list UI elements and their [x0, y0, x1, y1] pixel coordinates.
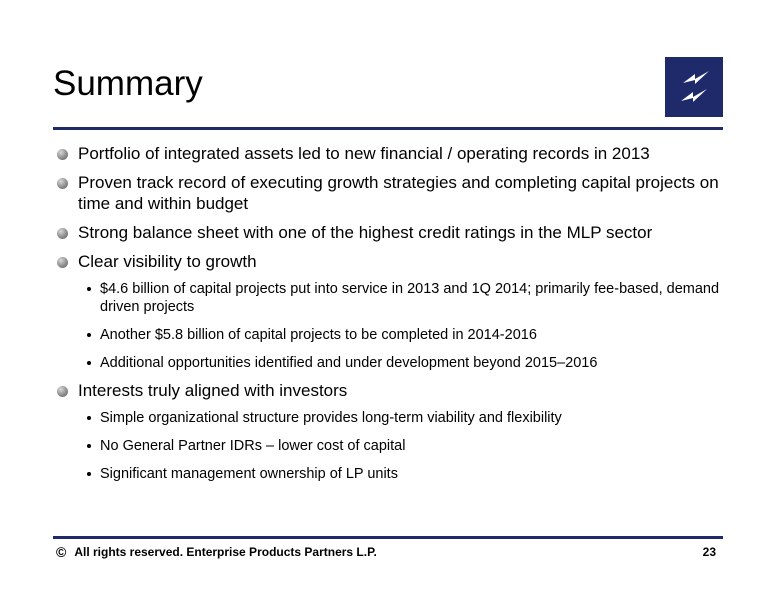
bullet-item	[53, 380, 733, 483]
bullet-dot-icon	[57, 386, 68, 397]
footer	[56, 545, 377, 559]
sub-bullet-dot-icon	[87, 444, 91, 448]
bullet-dot-icon	[57, 149, 68, 160]
enterprise-lightning-logo-icon	[665, 57, 723, 117]
company-logo	[665, 57, 723, 117]
sub-bullet-item	[78, 280, 733, 316]
footer-divider	[53, 536, 723, 539]
sub-bullet-item	[78, 409, 733, 427]
sub-bullet-dot-icon	[87, 333, 91, 337]
page-title: Summary	[53, 64, 203, 103]
page-number: 23	[702, 545, 716, 559]
sub-bullet-list	[78, 409, 733, 483]
sub-bullet-text: $4.6 billion of capital projects put into service in 2013 and 1Q 2014; primarily fee-based, demand driven projects	[100, 281, 720, 315]
sub-bullet-dot-icon	[87, 287, 91, 291]
sub-bullet-item	[78, 465, 733, 483]
bullet-text: Portfolio of integrated assets led to new financial / operating records in 2013	[78, 144, 650, 163]
sub-bullet-dot-icon	[87, 472, 91, 476]
bullet-text: Clear visibility to growth	[78, 252, 257, 271]
sub-bullet-text: No General Partner IDRs – lower cost of capital	[100, 438, 406, 454]
sub-bullet-item	[78, 437, 733, 455]
bullet-dot-icon	[57, 178, 68, 189]
sub-bullet-text: Simple organizational structure provides long-term viability and flexibility	[100, 410, 562, 426]
title-divider	[53, 127, 723, 130]
sub-bullet-item	[78, 326, 733, 344]
bullet-item	[53, 251, 733, 372]
sub-bullet-dot-icon	[87, 416, 91, 420]
sub-bullet-text: Significant management ownership of LP units	[100, 466, 398, 482]
footer-text: All rights reserved. Enterprise Products Partners L.P.	[74, 545, 377, 559]
bullet-text: Interests truly aligned with investors	[78, 381, 348, 400]
sub-bullet-list	[78, 280, 733, 372]
bullet-text: Proven track record of executing growth strategies and completing capital projects on time and within budget	[78, 173, 719, 213]
bullet-item	[53, 172, 733, 214]
bullet-dot-icon	[57, 257, 68, 268]
bullet-dot-icon	[57, 228, 68, 239]
copyright-icon: ©	[56, 544, 67, 560]
bullet-item	[53, 222, 733, 243]
summary-bullet-list	[53, 143, 733, 491]
sub-bullet-text: Additional opportunities identified and under development beyond 2015–2016	[100, 355, 598, 371]
sub-bullet-item	[78, 354, 733, 372]
sub-bullet-text: Another $5.8 billion of capital projects to be completed in 2014-2016	[100, 327, 537, 343]
sub-bullet-dot-icon	[87, 361, 91, 365]
bullet-text: Strong balance sheet with one of the highest credit ratings in the MLP sector	[78, 223, 653, 242]
bullet-item	[53, 143, 733, 164]
